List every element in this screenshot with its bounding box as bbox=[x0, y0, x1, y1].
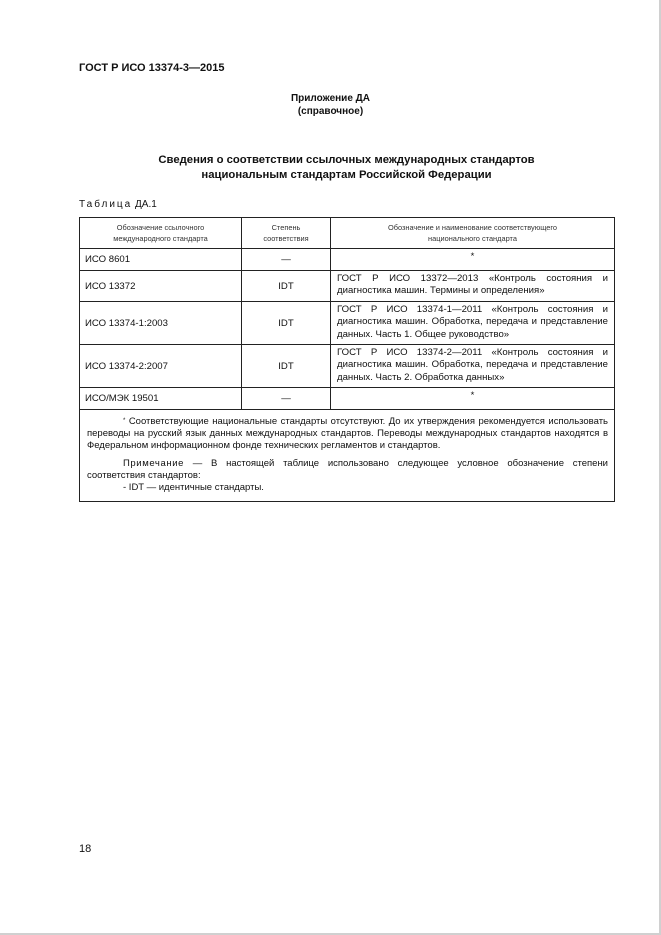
annex-status: (справочное) bbox=[297, 106, 364, 117]
document-title: ГОСТ Р ИСО 13374-3—2015 bbox=[79, 62, 225, 74]
note-text: — В настоящей таблице использовано следующее условное обозначение степени соответствия стандартов: bbox=[87, 458, 608, 481]
cell-international: ИСО 13374-1:2003 bbox=[80, 302, 242, 345]
table-row bbox=[80, 302, 615, 345]
header-national-standard: Обозначение и наименование соответствующего национального стандарта bbox=[331, 218, 615, 249]
cell-national: * bbox=[331, 388, 615, 410]
cell-degree: — bbox=[242, 249, 331, 271]
note-item: - IDT — идентичные стандарты. bbox=[123, 482, 264, 493]
section-heading-line-1: Сведения о соответствии ссылочных международных стандартов bbox=[158, 154, 535, 166]
table-row bbox=[80, 388, 615, 410]
footnote bbox=[87, 416, 608, 452]
table-row bbox=[80, 249, 615, 271]
table-caption bbox=[79, 199, 157, 210]
table-caption-number: ДА.1 bbox=[135, 199, 157, 210]
table-row bbox=[80, 271, 615, 302]
footnote-text: Соответствующие национальные стандарты отсутствуют. До их утверждения рекомендуется использовать переводы на русский язык данных международных стандартов. Переводы международных стандартов находятся в Федеральном информационном фонде технических регламентов и стандартов. bbox=[87, 416, 609, 451]
cell-international: ИСО 13374-2:2007 bbox=[80, 345, 242, 388]
header-degree: Степень соответствия bbox=[242, 218, 331, 249]
cell-international: ИСО/МЭК 19501 bbox=[80, 388, 242, 410]
annex-title: Приложение ДА bbox=[290, 93, 371, 104]
correspondence-table bbox=[79, 217, 615, 502]
table-note bbox=[87, 458, 608, 482]
section-heading-line-2: национальным стандартам Российской Федерации bbox=[201, 169, 492, 181]
section-heading bbox=[0, 153, 661, 183]
header-international-standard: Обозначение ссылочного международного стандарта bbox=[80, 218, 242, 249]
cell-international: ИСО 13372 bbox=[80, 271, 242, 302]
cell-international: ИСО 8601 bbox=[80, 249, 242, 271]
cell-national: ГОСТ Р ИСО 13374-1—2011 «Контроль состояния и диагностика машин. Обработка, передача и представление данных. Часть 1. Общее руководство» bbox=[331, 302, 615, 345]
table-notes-row bbox=[80, 410, 615, 502]
table-header-row bbox=[80, 218, 615, 249]
table-row bbox=[80, 345, 615, 388]
note-label: Примечание bbox=[123, 458, 184, 469]
cell-degree: IDT bbox=[242, 302, 331, 345]
table-caption-word: Таблица bbox=[79, 199, 133, 210]
cell-national: * bbox=[331, 249, 615, 271]
table-notes bbox=[80, 410, 615, 502]
cell-degree: — bbox=[242, 388, 331, 410]
page-number: 18 bbox=[79, 843, 92, 855]
cell-national: ГОСТ Р ИСО 13374-2—2011 «Контроль состояния и диагностика машин. Обработка, передача и представление данных. Часть 2. Обработка данных» bbox=[331, 345, 615, 388]
cell-degree: IDT bbox=[242, 345, 331, 388]
footnote-mark: * bbox=[123, 418, 126, 424]
cell-degree: IDT bbox=[242, 271, 331, 302]
cell-national: ГОСТ Р ИСО 13372—2013 «Контроль состояния и диагностика машин. Термины и определения» bbox=[331, 271, 615, 302]
